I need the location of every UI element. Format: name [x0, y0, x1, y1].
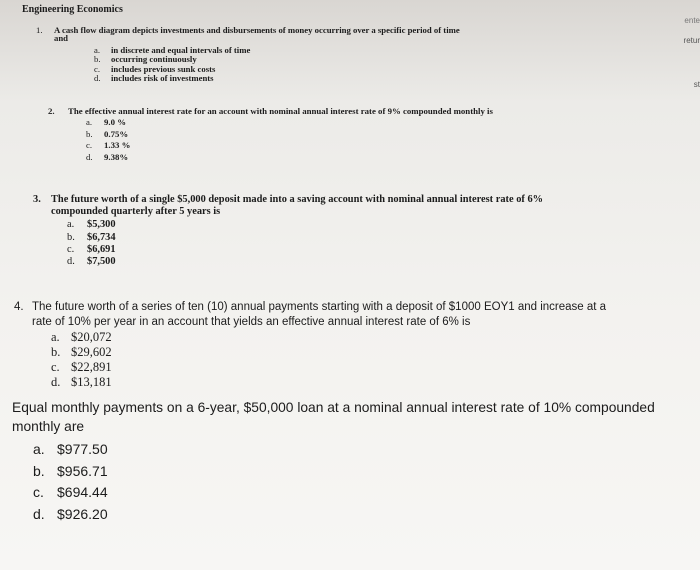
option-c: [86, 140, 493, 151]
option-c: [33, 482, 655, 504]
option-text: $956.71: [57, 462, 108, 479]
question-stem-line-2: monthly are: [12, 419, 85, 434]
option-list: [94, 46, 460, 84]
option-letter: d.: [94, 73, 101, 84]
question-stem: A cash flow diagram depicts investments and disbursements of money occurring over a specific period of time: [54, 25, 460, 35]
option-letter: a.: [86, 117, 93, 128]
option-text: occurring continuously: [111, 54, 197, 65]
option-letter: b.: [67, 231, 75, 243]
option-a: [86, 117, 493, 128]
option-list: [86, 117, 493, 163]
option-c: [67, 244, 543, 256]
edge-text-low: st: [693, 80, 700, 89]
option-b: [33, 461, 655, 483]
option-letter: a.: [51, 330, 60, 344]
option-letter: b.: [51, 345, 61, 359]
option-letter: a.: [94, 44, 101, 55]
option-text: $6,734: [87, 231, 116, 243]
option-text: includes previous sunk costs: [111, 63, 216, 74]
option-letter: b.: [33, 462, 45, 479]
option-text: $20,072: [71, 330, 112, 344]
question-3: [33, 194, 543, 268]
option-text: $6,691: [87, 243, 116, 255]
question-stem-continuation: and: [54, 33, 69, 44]
option-letter: c.: [86, 140, 93, 151]
option-c: [51, 360, 606, 375]
option-letter: c.: [33, 484, 44, 500]
option-text: $926.20: [57, 505, 108, 522]
edge-text-top: ente: [684, 16, 700, 25]
option-letter: d.: [33, 505, 45, 522]
question-stem-line-1: The future worth of a single $5,000 deposit made into a saving account with nominal annual interest rate of 6%: [51, 194, 544, 205]
option-text: $694.44: [57, 484, 108, 500]
option-a: [33, 439, 655, 461]
option-text: in discrete and equal intervals of time: [111, 44, 251, 55]
option-b: [51, 345, 606, 360]
question-stem-line-1: The future worth of a series of ten (10) annual payments starting with a deposit of $1000 EOY1 and increase at a: [32, 301, 607, 313]
option-text: $22,891: [71, 360, 112, 374]
option-text: 0.75%: [104, 128, 129, 139]
option-text: $29,602: [71, 345, 112, 359]
question-4: [14, 300, 606, 390]
option-letter: d.: [67, 256, 75, 268]
option-list: [67, 219, 543, 268]
question-number: 4.: [14, 301, 24, 313]
option-a: [51, 330, 606, 345]
option-text: 1.33 %: [104, 140, 131, 151]
option-text: includes risk of investments: [111, 73, 214, 84]
option-d: [51, 375, 606, 390]
question-stem-line-1: Equal monthly payments on a 6-year, $50,000 loan at a nominal annual interest rate of 10% compounded: [12, 400, 655, 415]
option-list: [33, 439, 655, 525]
option-text: $13,181: [71, 375, 112, 389]
question-1: [36, 26, 460, 83]
option-letter: d.: [86, 151, 93, 162]
option-d: [67, 256, 543, 268]
option-letter: c.: [67, 243, 75, 255]
option-d: [33, 504, 655, 526]
question-number: 1.: [36, 25, 43, 35]
option-text: $5,300: [87, 219, 116, 231]
option-text: $977.50: [57, 441, 108, 457]
option-list: [51, 330, 606, 390]
option-b: [86, 129, 493, 140]
question-stem-line-2: rate of 10% per year in an account that yields an effective annual interest rate of 6% is: [32, 315, 471, 328]
option-a: [67, 219, 543, 231]
question-stem-line-2: compounded quarterly after 5 years is: [51, 206, 221, 218]
option-letter: d.: [51, 375, 61, 389]
question-number: 3.: [33, 194, 41, 205]
question-number: 2.: [48, 106, 55, 116]
option-letter: b.: [86, 128, 93, 139]
option-letter: b.: [94, 54, 101, 65]
option-text: $7,500: [87, 256, 116, 268]
course-header: Engineering Economics: [22, 4, 123, 15]
question-stem: The effective annual interest rate for an account with nominal annual interest rate of 9% compounded monthly is: [68, 106, 493, 116]
option-d: [86, 152, 493, 163]
question-2: [50, 106, 493, 163]
option-text: 9.38%: [104, 151, 129, 162]
option-b: [67, 232, 543, 244]
option-letter: a.: [67, 219, 75, 231]
edge-text-mid: retur: [683, 36, 700, 45]
question-5: [12, 398, 655, 525]
option-d: [94, 74, 460, 83]
option-text: 9.0 %: [104, 117, 126, 128]
option-letter: c.: [51, 360, 60, 374]
option-letter: c.: [94, 63, 101, 74]
option-letter: a.: [33, 441, 45, 457]
